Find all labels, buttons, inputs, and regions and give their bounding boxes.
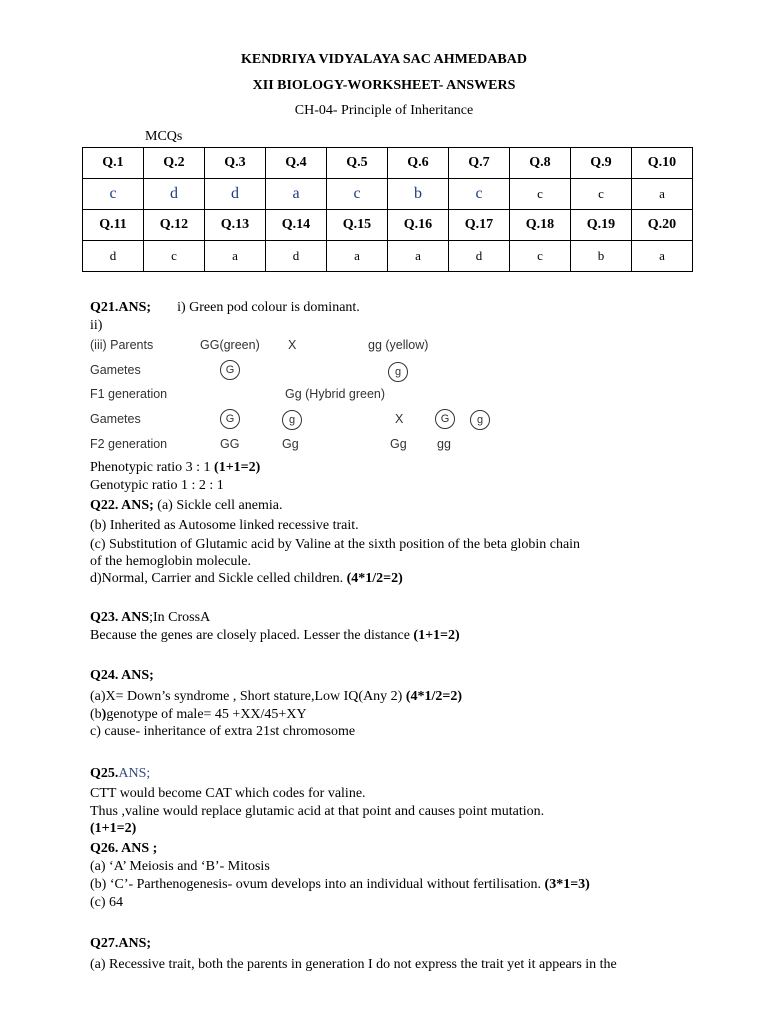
monohybrid-cross-diagram: [90, 336, 490, 458]
q24-b-paren: ): [101, 707, 107, 722]
q22-answer-c-cont: of the hemoglobin molecule.: [90, 554, 251, 569]
answer-cell: a: [388, 241, 449, 272]
answer-cell: a: [266, 179, 327, 210]
answer-cell: d: [449, 241, 510, 272]
q23-answer-b: Because the genes are closely placed. Lesser the distance: [90, 628, 414, 643]
q24-b-prefix: (b: [90, 707, 102, 722]
question-cell: Q.17: [449, 210, 510, 241]
marks: (3*1=3): [544, 877, 590, 892]
q21-line: [90, 300, 360, 316]
q26-answer-c: (c) 64: [90, 895, 124, 910]
q26-answer-b: (b) ‘C’- Parthenogenesis- ovum develops into an individual without fertilisation.: [90, 877, 545, 892]
question-cell: Q.19: [571, 210, 632, 241]
q23-answer-a: ;In CrossA: [149, 610, 211, 625]
q26-label: Q26. ANS ;: [90, 841, 158, 856]
answer-cell: c: [83, 179, 144, 210]
cross-parent-2: gg (yellow): [368, 338, 429, 352]
answer-cell: c: [510, 179, 571, 210]
gamete-circle: g: [470, 410, 490, 430]
gamete-circle: G: [220, 409, 240, 429]
answer-cell: c: [571, 179, 632, 210]
question-cell: Q.11: [83, 210, 144, 241]
question-cell: Q.6: [388, 148, 449, 179]
answer-cell: a: [327, 241, 388, 272]
marks: (1+1=2): [214, 460, 261, 475]
question-cell: Q.7: [449, 148, 510, 179]
answer-cell: b: [388, 179, 449, 210]
cross-f2-genotype: Gg: [390, 437, 407, 451]
question-cell: Q.3: [205, 148, 266, 179]
answer-cell: c: [449, 179, 510, 210]
question-cell: Q.1: [83, 148, 144, 179]
q21-answer-i: i) Green pod colour is dominant.: [177, 300, 360, 315]
mcq-answer-row: [83, 179, 693, 210]
cross-f1-value: Gg (Hybrid green): [285, 387, 386, 401]
cross-f2-genotype: GG: [220, 437, 240, 451]
marks: (4*1/2=2): [346, 571, 403, 586]
q24-answer-a-line: [90, 689, 462, 705]
answer-cell: c: [327, 179, 388, 210]
gamete-circle: G: [435, 409, 455, 429]
question-cell: Q.18: [510, 210, 571, 241]
q23-line: [90, 610, 210, 626]
q21-answer-ii: ii): [90, 318, 103, 333]
q24-answer-a: (a)X= Down’s syndrome , Short stature,Low IQ(Any 2): [90, 689, 406, 704]
q24-label: Q24. ANS;: [90, 668, 154, 683]
chapter-title: CH-04- Principle of Inheritance: [294, 103, 474, 118]
question-cell: Q.20: [632, 210, 693, 241]
q25-line: [90, 766, 150, 782]
gamete-circle: g: [282, 410, 302, 430]
q25-answer-a: CTT would become CAT which codes for valine.: [90, 786, 366, 801]
mcq-question-row: [83, 148, 693, 179]
q24-answer-b-line: [90, 707, 307, 723]
answer-cell: c: [144, 241, 205, 272]
answer-cell: a: [632, 179, 693, 210]
mcq-answer-row: [83, 241, 693, 272]
question-cell: Q.9: [571, 148, 632, 179]
q25-label: Q25.: [90, 766, 119, 781]
question-cell: Q.10: [632, 148, 693, 179]
cross-gametes-label: Gametes: [90, 363, 141, 377]
cross-x: X: [288, 338, 297, 352]
phenotypic-ratio: [90, 460, 260, 476]
answer-cell: d: [83, 241, 144, 272]
q22-label: Q22. ANS;: [90, 498, 154, 513]
cross-gametes-label: Gametes: [90, 412, 141, 426]
q26-answer-b-line: [90, 877, 590, 893]
answer-cell: a: [205, 241, 266, 272]
mcq-question-row: [83, 210, 693, 241]
question-cell: Q.4: [266, 148, 327, 179]
mcq-answer-table: [82, 147, 693, 272]
q22-answer-d-line: [90, 571, 403, 587]
q23-label: Q23. ANS: [90, 610, 150, 625]
q22-answer-d: d)Normal, Carrier and Sickle celled children.: [90, 571, 347, 586]
question-cell: Q.2: [144, 148, 205, 179]
answer-cell: b: [571, 241, 632, 272]
question-cell: Q.12: [144, 210, 205, 241]
gamete-circle: G: [220, 360, 240, 380]
question-cell: Q.13: [205, 210, 266, 241]
question-cell: Q.5: [327, 148, 388, 179]
marks: (1+1=2): [90, 821, 137, 836]
q27-label: Q27.ANS;: [90, 936, 152, 951]
school-name: KENDRIYA VIDYALAYA SAC AHMEDABAD: [241, 52, 527, 67]
answer-cell: c: [510, 241, 571, 272]
q22-line: [90, 498, 282, 514]
cross-f2-label: F2 generation: [90, 437, 168, 451]
genotypic-ratio: Genotypic ratio 1 : 2 : 1: [90, 478, 224, 493]
q24-answer-b: genotype of male= 45 +XX/45+XY: [106, 707, 307, 722]
cross-x: X: [395, 412, 404, 426]
q21-label: Q21.ANS;: [90, 300, 152, 315]
question-cell: Q.14: [266, 210, 327, 241]
cross-f2-genotype: gg: [437, 437, 451, 451]
cross-parents-label: (iii) Parents: [90, 338, 154, 352]
answer-cell: d: [144, 179, 205, 210]
q23-answer-b-line: [90, 628, 460, 644]
answer-cell: d: [266, 241, 327, 272]
q25-label-ans: ANS;: [118, 766, 151, 781]
q22-answer-b: (b) Inherited as Autosome linked recessive trait.: [90, 518, 359, 533]
q26-answer-a: (a) ‘A’ Meiosis and ‘B’- Mitosis: [90, 859, 270, 874]
answer-cell: a: [632, 241, 693, 272]
q25-answer-b: Thus ,valine would replace glutamic acid at that point and causes point mutation.: [90, 804, 545, 819]
q22-answer-a: (a) Sickle cell anemia.: [153, 498, 283, 513]
q24-answer-c: c) cause- inheritance of extra 21st chromosome: [90, 724, 356, 739]
q27-answer-a: (a) Recessive trait, both the parents in generation I do not express the trait yet it appears in the: [90, 957, 617, 972]
marks: (4*1/2=2): [405, 689, 463, 704]
marks: (1+1=2): [413, 628, 460, 643]
phenotypic-ratio-text: Phenotypic ratio 3 : 1: [90, 460, 215, 475]
cross-parent-1: GG(green): [200, 338, 260, 352]
question-cell: Q.15: [327, 210, 388, 241]
mcq-label: MCQs: [145, 129, 183, 144]
answer-cell: d: [205, 179, 266, 210]
q22-answer-c: (c) Substitution of Glutamic acid by Valine at the sixth position of the beta globin chain: [90, 537, 581, 552]
gamete-circle: g: [388, 362, 408, 382]
question-cell: Q.8: [510, 148, 571, 179]
cross-f1-label: F1 generation: [90, 387, 168, 401]
question-cell: Q.16: [388, 210, 449, 241]
cross-f2-genotype: Gg: [282, 437, 299, 451]
worksheet-title: XII BIOLOGY-WORKSHEET- ANSWERS: [252, 78, 516, 93]
